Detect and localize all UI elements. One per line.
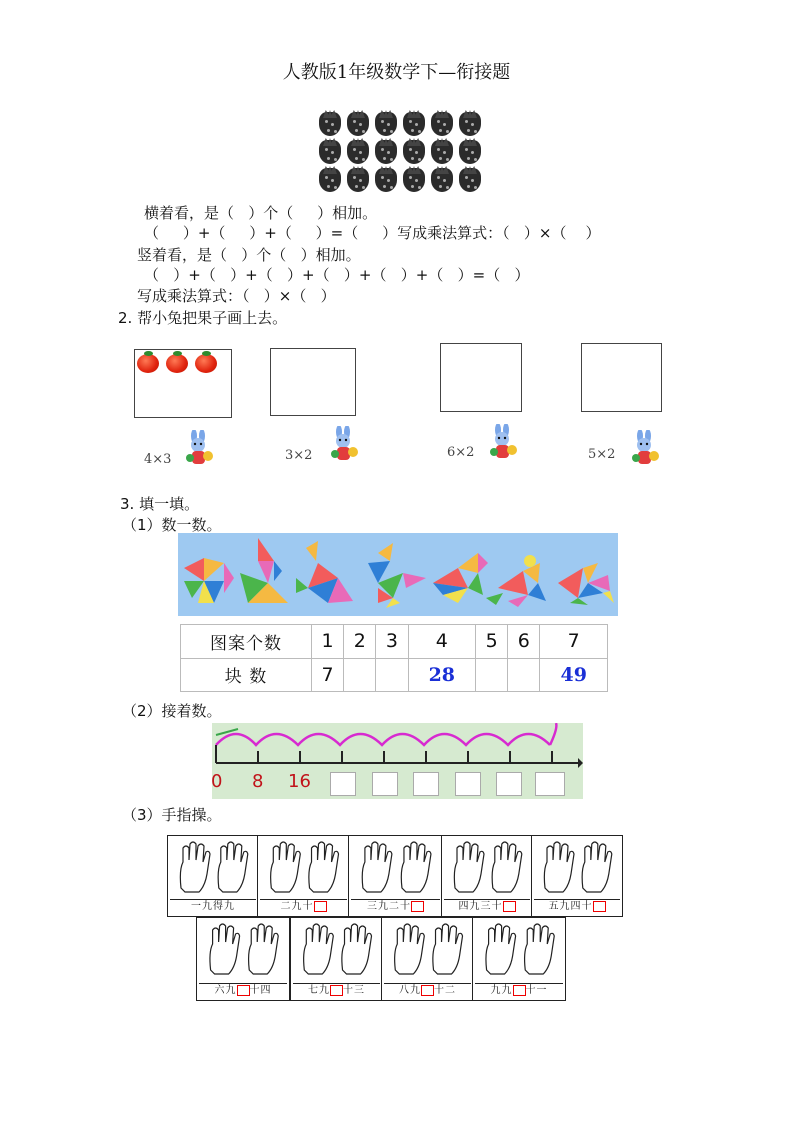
- strawberry-icon: [347, 168, 369, 192]
- finger-caption: 六九 十四: [199, 983, 287, 998]
- fruit-box-4[interactable]: [581, 343, 662, 412]
- table-cell[interactable]: [476, 658, 508, 692]
- answer-box[interactable]: [503, 901, 516, 912]
- answer-box[interactable]: [421, 985, 434, 996]
- number-line: [212, 723, 583, 773]
- table-cell: 6: [508, 625, 540, 659]
- table-cell[interactable]: 28: [408, 658, 476, 692]
- strawberry-icon: [403, 140, 425, 164]
- table-cell: 1: [312, 625, 344, 659]
- numberline-label: 8: [252, 771, 264, 792]
- finger-caption: 三九二十: [351, 899, 440, 914]
- table-cell: 5: [476, 625, 508, 659]
- section2-heading: 2. 帮小兔把果子画上去。: [118, 309, 288, 327]
- strawberry-icon: [319, 168, 341, 192]
- answer-box[interactable]: [237, 985, 250, 996]
- table-cell: 2: [344, 625, 376, 659]
- finger-caption: 五九四十: [534, 899, 620, 914]
- rabbit-icon: [628, 430, 662, 468]
- answer-box[interactable]: [413, 772, 439, 796]
- finger-panel: [257, 835, 350, 917]
- question-line-4: （ ）+（ ）+（ ）+（ ）+（ ）+（ ）=（ ）: [144, 266, 530, 284]
- expression-3: 6×2: [447, 445, 475, 460]
- rabbit-icon: [486, 424, 520, 462]
- finger-panel: [167, 835, 259, 917]
- tomato-icon: [137, 354, 159, 373]
- tomato-icon: [195, 354, 217, 373]
- expression-2: 3×2: [285, 448, 313, 463]
- strawberry-icon: [431, 140, 453, 164]
- strawberry-icon: [347, 140, 369, 164]
- table-cell[interactable]: [344, 658, 376, 692]
- table-cell[interactable]: 49: [540, 658, 608, 692]
- answer-box[interactable]: [455, 772, 481, 796]
- table-row: [181, 625, 608, 659]
- tangram-2: [240, 538, 288, 603]
- tangram-figures: [178, 533, 618, 616]
- numberline-label: 16: [288, 771, 311, 792]
- table-cell[interactable]: [508, 658, 540, 692]
- strawberry-icon: [319, 140, 341, 164]
- finger-caption: 四九三十: [444, 899, 530, 914]
- finger-panel: [290, 917, 383, 1001]
- tangram-4: [368, 543, 426, 608]
- answer-box[interactable]: [496, 772, 522, 796]
- answer-box[interactable]: [535, 772, 565, 796]
- fruit-box-3[interactable]: [440, 343, 522, 412]
- finger-panel: [531, 835, 623, 917]
- strawberry-icon: [403, 112, 425, 136]
- fruit-box-1[interactable]: [134, 349, 232, 418]
- answer-box[interactable]: [372, 772, 398, 796]
- tangram-3: [296, 541, 353, 603]
- finger-panel: [348, 835, 443, 917]
- numberline-label: 0: [211, 771, 223, 792]
- answer-box[interactable]: [330, 985, 343, 996]
- sub-question-2: （2）接着数。: [122, 702, 222, 720]
- table-cell: 3: [376, 625, 408, 659]
- expression-1: 4×3: [144, 452, 172, 467]
- strawberry-icon: [375, 112, 397, 136]
- strawberry-icon: [375, 140, 397, 164]
- strawberry-icon: [347, 112, 369, 136]
- strawberry-icon: [431, 168, 453, 192]
- sub-question-3: （3）手指操。: [122, 806, 222, 824]
- sub-question-1: （1）数一数。: [122, 516, 222, 534]
- strawberry-icon: [459, 168, 481, 192]
- answer-box[interactable]: [314, 901, 327, 912]
- tangram-5: [433, 553, 488, 603]
- finger-caption: 八九 十二: [384, 983, 471, 998]
- row-label: 图案个数: [181, 625, 312, 659]
- row-label: 块 数: [181, 658, 312, 692]
- table-cell: 4: [408, 625, 476, 659]
- question-line-2: （ ）+（ ）+（ ）=（ ）写成乘法算式：（ ）×（ ）: [144, 224, 601, 242]
- strawberry-icon: [319, 112, 341, 136]
- rabbit-icon: [182, 430, 216, 468]
- section3-heading: 3. 填一填。: [120, 495, 200, 513]
- strawberry-icon: [459, 112, 481, 136]
- table-cell[interactable]: [376, 658, 408, 692]
- question-line-3: 竖着看，是（ ）个（ ）相加。: [137, 246, 361, 264]
- table-cell: 7: [540, 625, 608, 659]
- expression-4: 5×2: [588, 447, 616, 462]
- count-table: [180, 624, 608, 692]
- tangram-6: [486, 555, 546, 607]
- fruit-box-2[interactable]: [270, 348, 356, 416]
- table-row: [181, 658, 608, 692]
- question-line-1: 横着看，是（ ）个（ ）相加。: [144, 204, 378, 222]
- finger-panel: [196, 917, 290, 1001]
- finger-panel: [441, 835, 533, 917]
- finger-caption: 九九 十一: [475, 983, 563, 998]
- finger-caption: 七九 十三: [293, 983, 380, 998]
- finger-panel: [472, 917, 566, 1001]
- tomato-icon: [166, 354, 188, 373]
- strawberry-icon: [431, 112, 453, 136]
- rabbit-icon: [327, 426, 361, 464]
- page-title: 人教版1年级数学下—衔接题: [282, 62, 511, 83]
- finger-caption: 二九十: [260, 899, 347, 914]
- strawberry-icon: [403, 168, 425, 192]
- question-line-5: 写成乘法算式：（ ）×（ ）: [137, 287, 336, 305]
- answer-box[interactable]: [330, 772, 356, 796]
- strawberry-icon: [375, 168, 397, 192]
- finger-caption: 一九得九: [170, 899, 256, 914]
- answer-box[interactable]: [593, 901, 606, 912]
- strawberry-icon: [459, 140, 481, 164]
- tangram-1: [184, 558, 234, 603]
- table-cell[interactable]: 7: [312, 658, 344, 692]
- tangram-7: [558, 563, 614, 605]
- answer-box[interactable]: [411, 901, 424, 912]
- strawberry-grid: [316, 110, 484, 194]
- answer-box[interactable]: [513, 985, 526, 996]
- finger-panel: [381, 917, 474, 1001]
